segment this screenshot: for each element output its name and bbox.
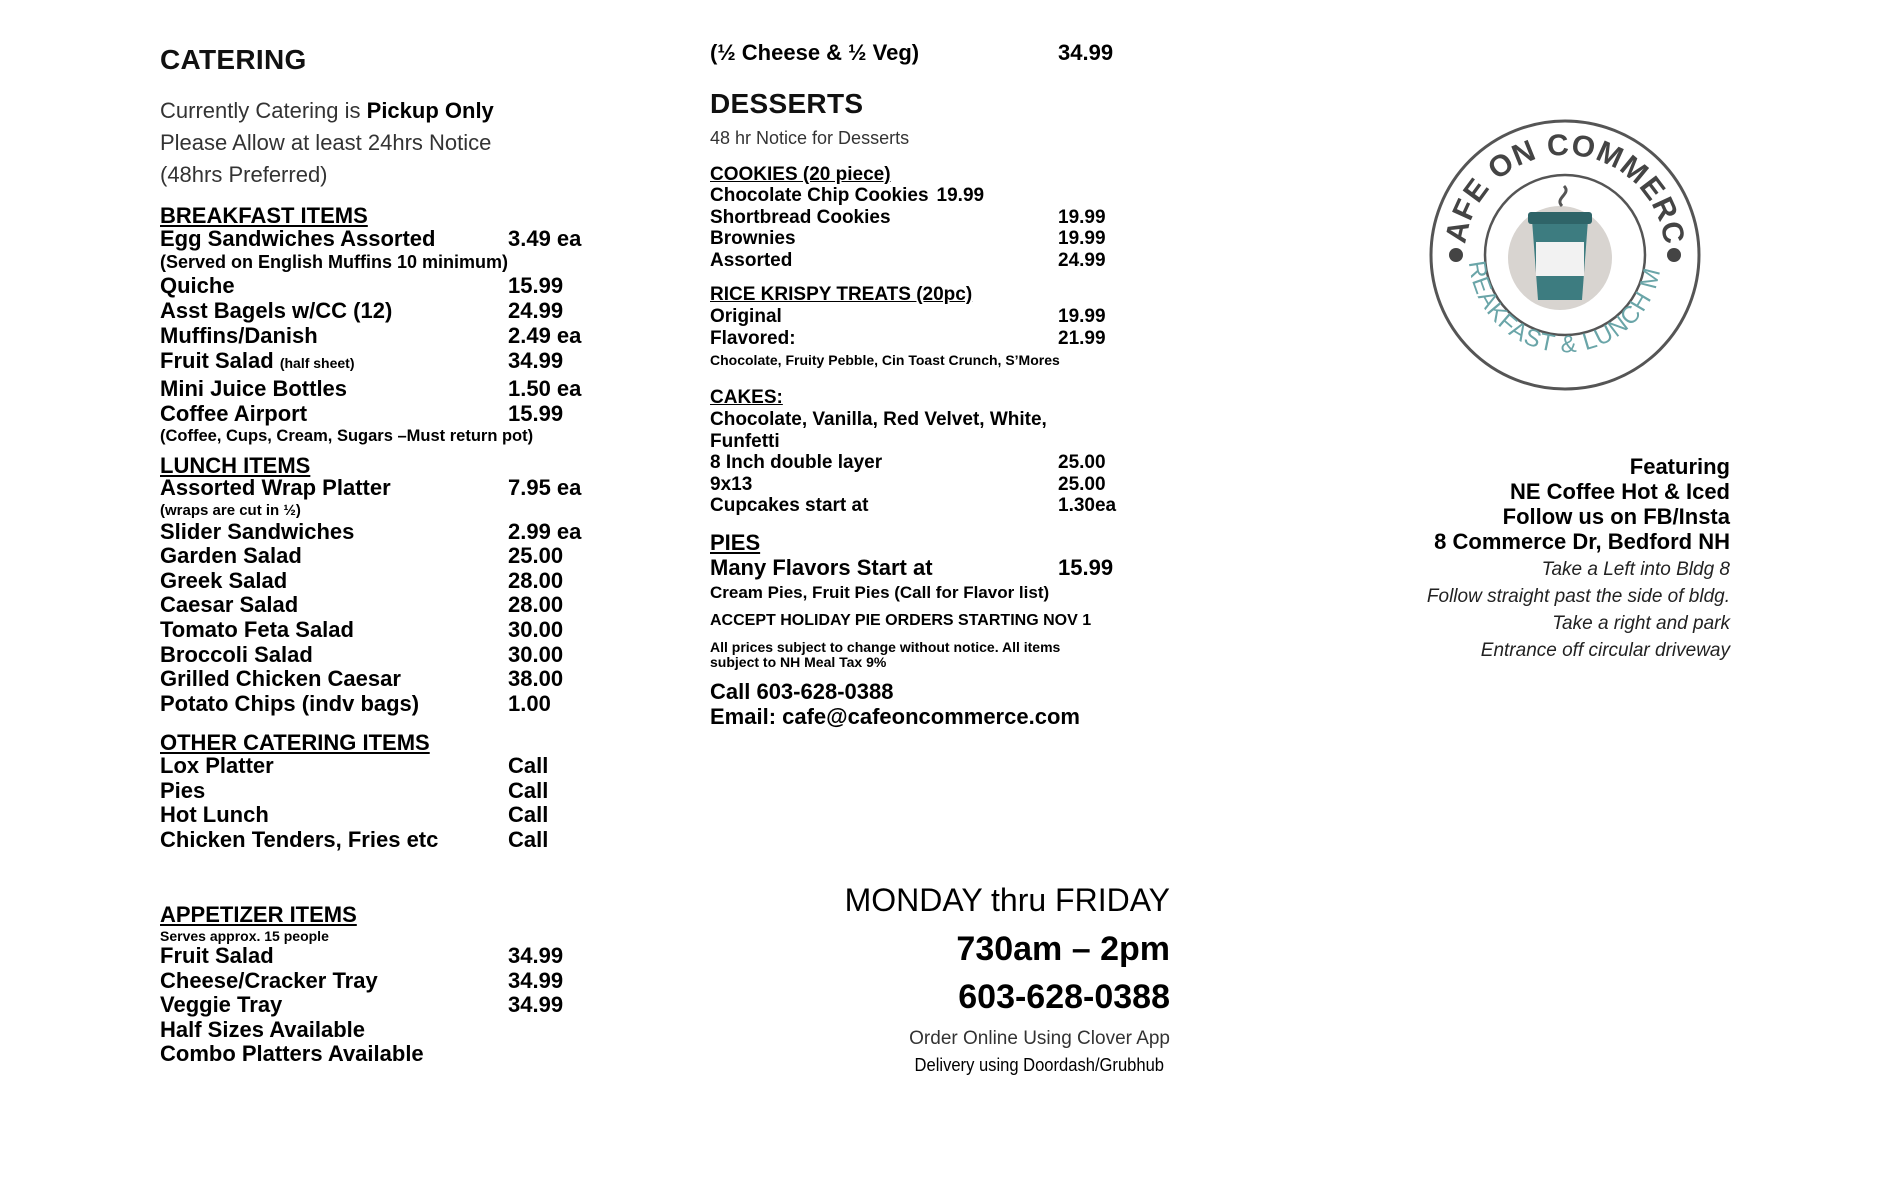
- coffee-line: NE Coffee Hot & Iced: [1509, 479, 1730, 504]
- appetizer-list: [160, 944, 563, 1067]
- menu-item: Hot Lunch Call: [160, 802, 549, 828]
- menu-item: Brownies 19.99: [710, 228, 1106, 250]
- disclaimer: All prices subject to change without notice. All items subject to NH Meal Tax 9%: [710, 639, 1061, 670]
- breakfast-header: BREAKFAST ITEMS: [160, 203, 368, 228]
- menu-item: Slider Sandwiches 2.99 ea: [160, 518, 582, 544]
- rice-krispy-header: RICE KRISPY TREATS (20pc): [710, 284, 973, 305]
- pies-note: Cream Pies, Fruit Pies (Call for Flavor list): [710, 583, 1050, 602]
- preferred-line: (48hrs Preferred): [160, 162, 328, 187]
- menu-item: 8 Inch double layer 25.00: [710, 452, 1106, 473]
- breakfast-list: [160, 226, 581, 447]
- online-order-line: Order Online Using Clover App: [909, 1028, 1170, 1049]
- cafe-logo: [1420, 110, 1710, 400]
- cakes-header: CAKES:: [710, 387, 783, 408]
- menu-item: Muffins/Danish 2.49 ea: [160, 323, 582, 348]
- menu-note: (Served on English Muffins 10 minimum): [160, 252, 509, 272]
- pies-line: Many Flavors Start at 15.99: [710, 555, 1114, 580]
- menu-item: Egg Sandwiches Assorted 3.49 ea: [160, 226, 582, 251]
- catering-title: CATERING: [160, 44, 307, 75]
- email-line: Email: cafe@cafeoncommerce.com: [710, 704, 1080, 729]
- direction-line: Take a right and park: [1552, 613, 1730, 634]
- cookies-list: [710, 185, 1106, 272]
- appetizer-header: APPETIZER ITEMS: [160, 902, 357, 927]
- menu-item: Garden Salad 25.00: [160, 543, 564, 569]
- rice-krispy-list: [710, 306, 1106, 350]
- pickup-line: Currently Catering is Pickup Only: [160, 98, 494, 123]
- menu-item: Quiche 15.99: [160, 273, 564, 298]
- menu-item: Potato Chips (indv bags) 1.00: [160, 690, 551, 716]
- lunch-header: LUNCH ITEMS: [160, 453, 311, 478]
- menu-item: 9x13 25.00: [710, 473, 1106, 495]
- menu-item: Cupcakes start at 1.30ea: [710, 495, 1117, 517]
- directions-block: [1300, 556, 1730, 664]
- direction-line: Entrance off circular driveway: [1480, 640, 1730, 661]
- desserts-title: DESSERTS: [710, 88, 864, 119]
- menu-item: Chicken Tenders, Fries etc Call: [160, 827, 549, 853]
- menu-item: Broccoli Salad 30.00: [160, 641, 564, 667]
- rice-krispy-flavors: Chocolate, Fruity Pebble, Cin Toast Crunch, S’Mores: [710, 352, 1060, 368]
- menu-note: (Coffee, Cups, Cream, Sugars –Must return pot): [160, 427, 534, 445]
- menu-item: Assorted 24.99: [710, 250, 1106, 272]
- cakes-flavors: Chocolate, Vanilla, Red Velvet, White, Funfetti: [710, 409, 1047, 452]
- direction-line: Take a Left into Bldg 8: [1541, 559, 1730, 580]
- menu-item: Assorted Wrap Platter 7.95 ea: [160, 475, 582, 500]
- menu-item: Cheese/Cracker Tray 34.99: [160, 967, 564, 993]
- menu-item: Tomato Feta Salad 30.00: [160, 616, 564, 642]
- direction-line: Follow straight past the side of bldg.: [1426, 586, 1730, 607]
- notice-line: Please Allow at least 24hrs Notice: [160, 130, 492, 155]
- menu-item: Combo Platters Available: [160, 1041, 424, 1067]
- logo-bottom-text: REAKFAST & LUNCH M: [1462, 258, 1667, 359]
- menu-item: Flavored: 21.99: [710, 328, 1106, 349]
- menu-note: (wraps are cut in ½): [160, 501, 301, 519]
- menu-item: Fruit Salad (half sheet) 34.99: [160, 348, 564, 373]
- delivery-line: Delivery using Doordash/Grubhub: [914, 1055, 1164, 1075]
- other-header: OTHER CATERING ITEMS: [160, 730, 430, 755]
- menu-item: Caesar Salad 28.00: [160, 592, 564, 618]
- logo-dot-left: [1449, 248, 1463, 262]
- address-line: 8 Commerce Dr, Bedford NH: [1434, 529, 1730, 554]
- pies-header: PIES: [710, 530, 761, 555]
- days-line: MONDAY thru FRIDAY: [844, 882, 1170, 918]
- cakes-list: [710, 452, 1116, 517]
- menu-item: Asst Bagels w/CC (12) 24.99: [160, 298, 564, 323]
- time-line: 730am – 2pm: [956, 930, 1170, 968]
- menu-item: Greek Salad 28.00: [160, 567, 564, 593]
- other-list: [160, 754, 548, 853]
- call-line: Call 603-628-0388: [710, 679, 894, 704]
- menu-item: Chocolate Chip Cookies 19.99: [710, 185, 985, 206]
- menu-item: Grilled Chicken Caesar 38.00: [160, 666, 564, 692]
- appetizer-serves: Serves approx. 15 people: [160, 928, 329, 944]
- logo-dot-right: [1667, 248, 1681, 262]
- menu-item: Pies Call: [160, 777, 549, 803]
- desserts-notice: 48 hr Notice for Desserts: [710, 128, 910, 148]
- veg-cheese-line: (½ Cheese & ½ Veg) 34.99: [710, 40, 1114, 65]
- cookies-header: COOKIES (20 piece): [710, 164, 891, 185]
- menu-item: Fruit Salad 34.99: [160, 943, 564, 968]
- info-block: [1300, 454, 1730, 554]
- menu-item: Coffee Airport 15.99: [160, 401, 564, 426]
- logo-svg: [1420, 110, 1710, 400]
- menu-item: Shortbread Cookies 19.99: [710, 206, 1106, 228]
- menu-item: Half Sizes Available: [160, 1016, 366, 1042]
- menu-item: Original 19.99: [710, 306, 1106, 327]
- contact-block: [710, 679, 1080, 729]
- menu-item: Mini Juice Bottles 1.50 ea: [160, 376, 582, 401]
- lunch-list: [160, 476, 581, 716]
- follow-line: Follow us on FB/Insta: [1502, 504, 1730, 529]
- phone-line: 603-628-0388: [958, 978, 1170, 1016]
- menu-item: Veggie Tray 34.99: [160, 992, 564, 1018]
- featuring-line: Featuring: [1629, 454, 1730, 479]
- menu-item: Lox Platter Call: [160, 753, 549, 778]
- logo-top-text: AFE ON COMMERC: [1439, 128, 1691, 248]
- holiday-note: ACCEPT HOLIDAY PIE ORDERS STARTING NOV 1: [710, 612, 1092, 629]
- coffee-cup-icon: [1508, 186, 1612, 310]
